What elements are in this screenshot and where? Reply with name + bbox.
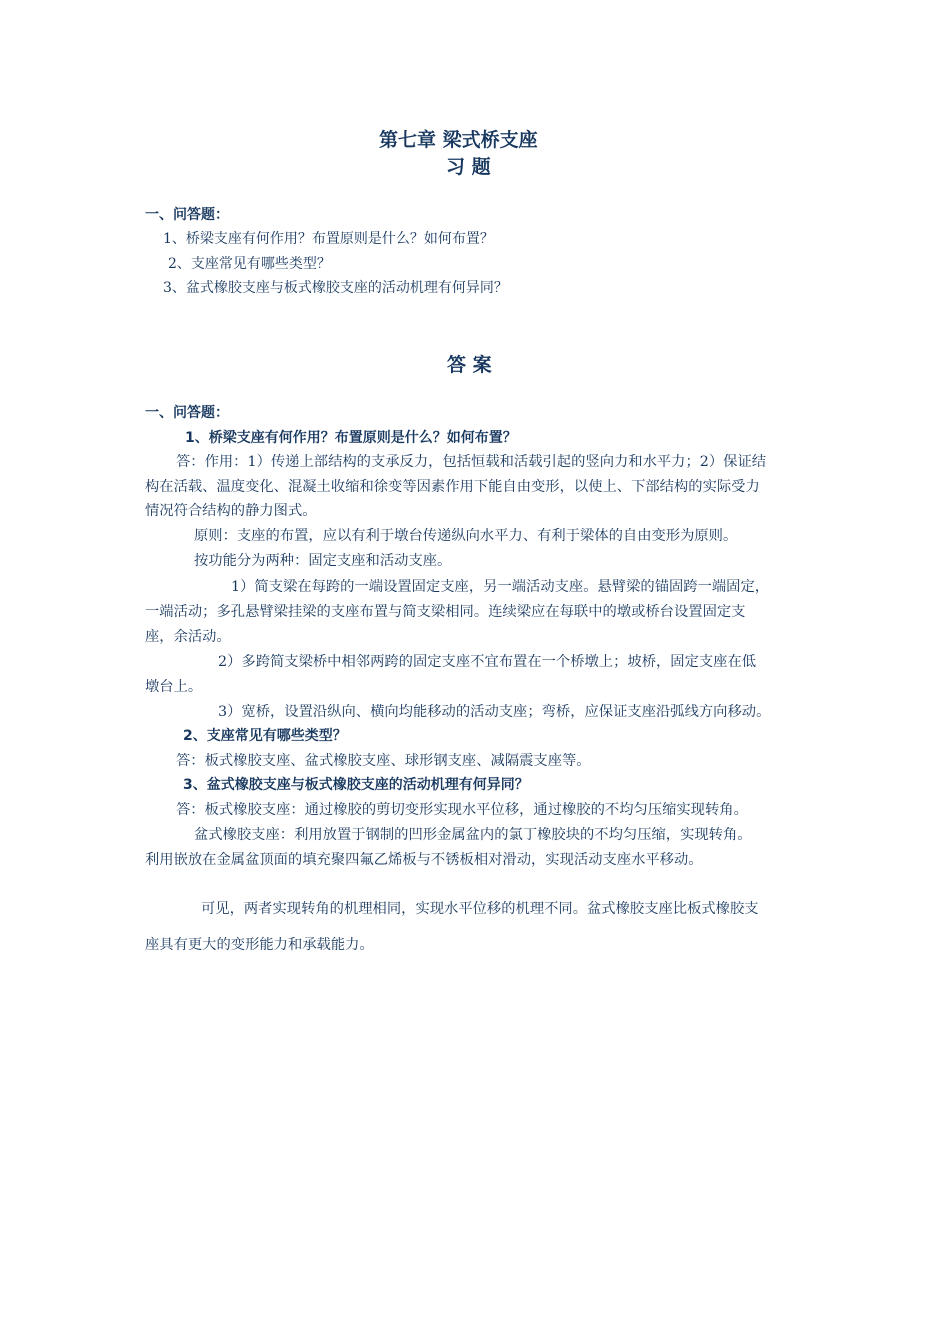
answer-1-line-3: 情况符合结构的静力图式。	[145, 503, 317, 519]
answer-3-line-3: 利用嵌放在金属盆顶面的填充聚四氟乙烯板与不锈板相对滑动，实现活动支座水平移动。	[145, 852, 703, 868]
answer-1-line-11: 3）宽桥，设置沿纵向、横向均能移动的活动支座；弯桥，应保证支座沿弧线方向移动。	[218, 704, 771, 720]
answer-1-line-9: 2）多跨简支梁桥中相邻两跨的固定支座不宜布置在一个桥墩上；坡桥，固定支座在低	[218, 654, 757, 670]
answer-1-line-8: 座，余活动。	[145, 629, 231, 645]
answer-3-line-1: 答：板式橡胶支座：通过橡胶的剪切变形实现水平位移，通过橡胶的不均匀压缩实现转角。	[176, 802, 748, 818]
exercise-question-3: 3、盆式橡胶支座与板式橡胶支座的活动机理有何异同？	[163, 280, 508, 296]
exercises-title: 习 题	[446, 156, 491, 178]
answer-1-line-1: 答：作用：1）传递上部结构的支承反力，包括恒载和活载引起的竖向力和水平力；2）保证结	[176, 454, 767, 470]
answer-1-line-2: 构在活载、温度变化、混凝土收缩和徐变等因素作用下能自由变形，以使上、下部结构的实际受力	[145, 479, 760, 495]
exercises-section-heading: 一、问答题：	[145, 207, 229, 223]
answers-title: 答 案	[447, 354, 492, 376]
answer-3-line-4: 可见，两者实现转角的机理相同，实现水平位移的机理不同。盆式橡胶支座比板式橡胶支	[201, 901, 759, 917]
chapter-title: 第七章 梁式桥支座	[379, 129, 538, 151]
answer-3-line-2: 盆式橡胶支座：利用放置于钢制的凹形金属盆内的氯丁橡胶块的不均匀压缩，实现转角。	[194, 827, 752, 843]
answer-question-1: 1、桥梁支座有何作用？布置原则是什么？如何布置？	[185, 430, 517, 446]
answer-question-3: 3、盆式橡胶支座与板式橡胶支座的活动机理有何异同？	[183, 777, 529, 793]
answer-1-line-5: 按功能分为两种：固定支座和活动支座。	[194, 553, 452, 569]
answer-2-line-1: 答：板式橡胶支座、盆式橡胶支座、球形钢支座、减隔震支座等。	[176, 753, 591, 769]
answer-1-line-10: 墩台上。	[145, 679, 203, 695]
answer-1-line-4: 原则：支座的布置，应以有利于墩台传递纵向水平力、有利于梁体的自由变形为原则。	[194, 528, 738, 544]
answer-question-2: 2、支座常见有哪些类型？	[183, 728, 347, 744]
exercise-question-1: 1、桥梁支座有何作用？布置原则是什么？如何布置？	[163, 231, 494, 247]
exercise-question-2: 2、支座常见有哪些类型？	[168, 256, 331, 272]
answer-1-line-7: 一端活动；多孔悬臂梁挂梁的支座布置与简支梁相同。连续梁应在每联中的墩或桥台设置固定支	[145, 604, 746, 620]
answers-section-heading: 一、问答题：	[145, 405, 229, 421]
answer-3-line-5: 座具有更大的变形能力和承载能力。	[145, 937, 374, 953]
answer-1-line-6: 1）简支梁在每跨的一端设置固定支座，另一端活动支座。悬臂梁的锚固跨一端固定，	[231, 579, 770, 595]
